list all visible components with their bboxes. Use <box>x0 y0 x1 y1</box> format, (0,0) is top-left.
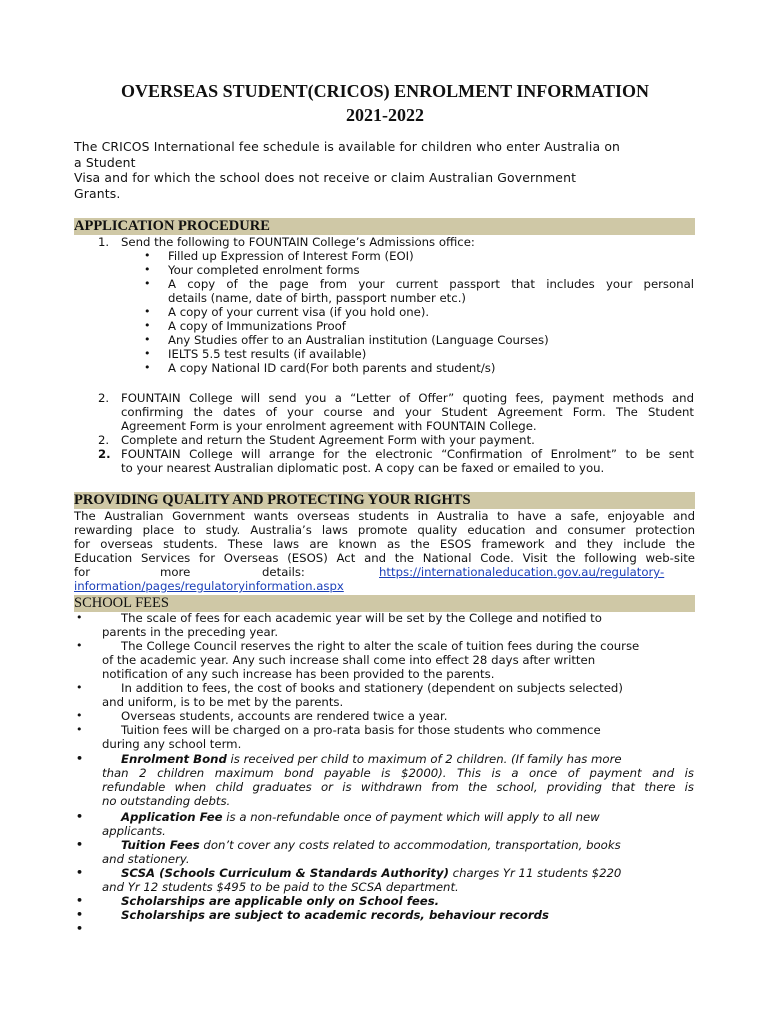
intro-line: Grants. <box>74 185 121 201</box>
bullet: • <box>76 681 83 694</box>
fees-text: The scale of fees for each academic year will be set by the College and notified to <box>121 611 602 625</box>
fees-text: Tuition fees will be charged on a pro-rata basis for those students who commence <box>121 723 601 737</box>
fees-text-part: charges Yr 11 students $220 <box>448 866 622 880</box>
bullet: • <box>76 752 84 765</box>
term-scsa: SCSA (Schools Curriculum & Standards Authority) <box>121 866 449 880</box>
bullet: • <box>144 347 151 360</box>
list-item: A copy of the page from your current passport that includes your personal <box>168 277 694 291</box>
rights-text: more <box>160 565 191 579</box>
step-text: to your nearest Australian diplomatic post. A copy can be faxed or emailed to you. <box>121 461 605 475</box>
regulatory-info-link-continued[interactable]: information/pages/regulatoryinformation.aspx <box>74 579 344 593</box>
rights-text: rewarding place to study. Australia’s laws promote quality education and consumer protection <box>74 523 695 537</box>
fees-text <box>121 810 600 824</box>
fees-text <box>121 752 622 766</box>
fees-text: and uniform, is to be met by the parents. <box>102 695 344 709</box>
intro-line: Visa and for which the school does not receive or claim Australian Government <box>74 170 577 185</box>
step-text: confirming the dates of your course and your Student Agreement Form. The Student <box>121 405 694 419</box>
bullet: • <box>76 866 84 879</box>
list-item: details (name, date of birth, passport number etc.) <box>168 291 466 305</box>
fees-text-part: is received per child to maximum of 2 children. (If family has more <box>226 752 622 766</box>
fees-text: The College Council reserves the right to alter the scale of tuition fees during the course <box>121 639 640 653</box>
rights-text: The Australian Government wants overseas students in Australia to have a safe, enjoyable and <box>74 509 695 523</box>
bullet: • <box>76 810 84 823</box>
bullet: • <box>76 611 83 624</box>
list-item: A copy of your current visa (if you hold one). <box>168 305 430 319</box>
fees-text: parents in the preceding year. <box>102 625 279 639</box>
fees-text: Scholarships are applicable only on School fees. <box>121 894 440 908</box>
list-item: Any Studies offer to an Australian institution (Language Courses) <box>168 333 549 347</box>
rights-text: Education Services for Overseas (ESOS) Act and the National Code. Visit the following web-site <box>74 551 695 565</box>
document-title-line1: OVERSEAS STUDENT(CRICOS) ENROLMENT INFORMATION <box>121 81 649 101</box>
term-application-fee: Application Fee <box>121 810 223 824</box>
bullet: • <box>76 908 84 921</box>
fees-text: and stationery. <box>102 852 190 866</box>
bullet: • <box>76 922 84 935</box>
fees-text: Scholarships are subject to academic records, behaviour records <box>121 908 549 922</box>
fees-text: applicants. <box>102 824 166 838</box>
fees-text: In addition to fees, the cost of books and stationery (dependent on subjects selected) <box>121 681 623 695</box>
bullet: • <box>144 333 151 346</box>
bullet: • <box>144 277 151 290</box>
fees-text: than 2 children maximum bond payable is $2000). This is a once of payment and is <box>102 766 694 780</box>
intro-paragraph <box>74 139 696 201</box>
fees-text-part: don’t cover any costs related to accommodation, transportation, books <box>199 838 621 852</box>
fees-text: and Yr 12 students $495 to be paid to the SCSA department. <box>102 880 459 894</box>
rights-text: for <box>74 565 91 579</box>
fees-text: during any school term. <box>102 737 242 751</box>
fees-text: refundable when child graduates or is withdrawn from the school, providing that there is <box>102 780 694 794</box>
bullet: • <box>76 723 83 736</box>
list-item: Your completed enrolment forms <box>168 263 360 277</box>
term-enrolment-bond: Enrolment Bond <box>121 752 227 766</box>
list-item: IELTS 5.5 test results (if available) <box>168 347 367 361</box>
term-tuition-fees: Tuition Fees <box>121 838 200 852</box>
rights-text: details: <box>262 565 305 579</box>
section-heading-school-fees: SCHOOL FEES <box>74 595 695 612</box>
fees-text: notification of any such increase has been provided to the parents. <box>102 667 495 681</box>
list-item: Filled up Expression of Interest Form (EOI) <box>168 249 414 263</box>
bullet: • <box>76 639 83 652</box>
list-number: 2. <box>98 433 110 447</box>
document-title-year: 2021-2022 <box>346 105 424 125</box>
bullet: • <box>76 838 84 851</box>
bullet: • <box>144 361 151 374</box>
rights-text: for overseas students. These laws are known as the ESOS framework and they include the <box>74 537 695 551</box>
fees-text <box>121 838 621 852</box>
step-text: Agreement Form is your enrolment agreement with FOUNTAIN College. <box>121 419 537 433</box>
bullet: • <box>76 709 83 722</box>
step-text: Complete and return the Student Agreement Form with your payment. <box>121 433 535 447</box>
fees-text <box>121 866 621 880</box>
bullet: • <box>76 894 84 907</box>
fees-text: no outstanding debts. <box>102 794 231 808</box>
step-text: Send the following to FOUNTAIN College’s Admissions office: <box>121 235 475 249</box>
bullet: • <box>144 249 151 262</box>
fees-text: Overseas students, accounts are rendered twice a year. <box>121 709 448 723</box>
bullet: • <box>144 263 151 276</box>
list-number: 2. <box>98 391 110 405</box>
bullet: • <box>144 319 151 332</box>
section-heading-rights: PROVIDING QUALITY AND PROTECTING YOUR RIGHTS <box>74 492 695 509</box>
step-text: FOUNTAIN College will arrange for the electronic “Confirmation of Enrolment” to be sent <box>121 447 694 461</box>
list-number: 1. <box>98 235 110 249</box>
regulatory-info-link[interactable]: https://internationaleducation.gov.au/regulatory- <box>379 565 665 579</box>
list-item: A copy National ID card(For both parents and student/s) <box>168 361 496 375</box>
bullet: • <box>144 305 151 318</box>
intro-line: The CRICOS International fee schedule is available for children who enter Australia on <box>74 139 621 154</box>
step-text: FOUNTAIN College will send you a “Letter of Offer” quoting fees, payment methods and <box>121 391 694 405</box>
list-item: A copy of Immunizations Proof <box>168 319 346 333</box>
fees-text-part: is a non-refundable once of payment which will apply to all new <box>222 810 600 824</box>
fees-text: of the academic year. Any such increase shall come into effect 28 days after written <box>102 653 596 667</box>
list-number: 2. <box>98 447 111 461</box>
intro-line: a Student <box>74 154 136 170</box>
section-heading-application-procedure: APPLICATION PROCEDURE <box>74 218 695 235</box>
